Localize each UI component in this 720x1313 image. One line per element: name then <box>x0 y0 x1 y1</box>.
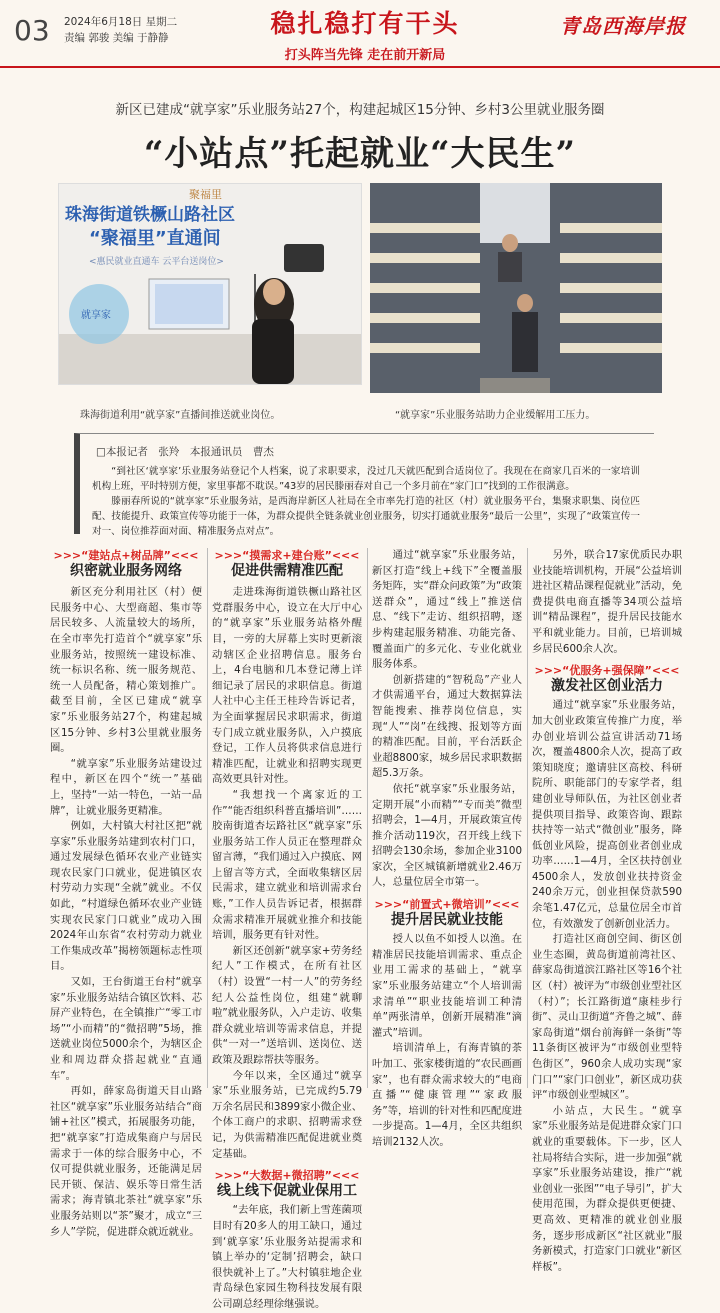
body-paragraph: 新区还创新“就享家+劳务经纪人”工作模式，在所有社区（村）设置“一村一人”的劳务经纪人公益性岗位，组建“就聊啦”就业服务队，入户走访、收集群众就业培训等需求信息，并提供“一对一”送培训、送岗位、送政策及跟踪帮扶等服务。 <box>212 944 362 1066</box>
body-paragraph: 通过“就享家”乐业服务站，新区打造“线上+线下”全覆盖服务矩阵，实“群众问政策”为“政策送群众”，通过“线上”推送信息、“线下”走访、组织招聘，逐步构建起服务精准、功能完备、覆盖面广的多元化、专业化就业服务体系。 <box>372 549 522 671</box>
body-paragraph: “去年底，我们新上雪莲菌项目时有20多人的用工缺口，通过到‘就享家’乐业服务站提需求和镇上举办的‘定制’招聘会，缺口很快就补上了。”大村镇驻地企业青岛绿色家园生物科技发展有限公司副总经理徐继强说。 <box>212 1204 362 1310</box>
issue-date: 2024年6月18日 星期二 <box>64 16 178 28</box>
article-kicker: 新区已建成“就享家”乐业服务站27个，构建起城区15分钟、乡村3公里就业服务圈 <box>115 102 605 118</box>
body-paragraph: “就享家”乐业服务站建设过程中，新区在四个“统一”基础上，坚持“一站一特色，一站一品牌”，让就业服务更精准。 <box>50 757 202 817</box>
newspaper-logo: 青岛西海岸报 <box>560 14 686 38</box>
section-title: 激发社区创业活力 <box>551 677 663 694</box>
body-paragraph: 创新搭建的“智税岛”产业人才供需通平台，通过大数据算法智能搜索、推荐岗位信息，实现“人”“岗”在线搜、报划等方面的精准匹配。目前，平台活跃企业超8800家，城乡居民求职数据超5.3万条。 <box>372 673 522 780</box>
article-title: “小站点”托起就业“大民生” <box>143 134 577 174</box>
section-title: 促进供需精准匹配 <box>231 562 343 579</box>
page-header <box>0 0 720 64</box>
body-paragraph: 再如，薛家岛街道天目山路社区“就享家”乐业服务站结合“商铺+社区”模式，拓展服务功能，把“就享家”打造成集商户与居民需求于一体的综合服务中心，不仅可提供就业服务，还能满足居民开锁、保洁、娱乐等日常生活需求；海青镇北茶社“就享家”乐业服务站则以“茶”聚才，成立“三乡人”学院，促进群众就近就业。 <box>50 1085 202 1238</box>
section-title: 线上线下促就业保用工 <box>217 1182 357 1199</box>
photo2-caption: “就享家”乐业服务站助力企业缓解用工压力。 <box>395 410 596 421</box>
section-main-head: 稳扎稳打有干头 <box>270 9 460 38</box>
sign-line2: “聚福里”直通间 <box>89 228 221 249</box>
column-4 <box>532 548 682 1273</box>
photo-livestream-room <box>58 183 362 385</box>
intro-paragraph: 滕丽春所说的“就享家”乐业服务站，是西海岸新区人社局在全市率先打造的社区（村）就业服务平台，集聚求职集、岗位匹配、技能提升、政策宣传等功能于一体，为群众提供全链条就业创业服务，切实打通就业服务“最后一公里”，实现了“政策宣传一对一、岗位推荐面对面、精准服务点对点”。 <box>92 496 640 537</box>
section-sub-head: 打头阵当先锋 走在前开新局 <box>284 48 446 63</box>
body-paragraph: 依托“就享家”乐业服务站，定期开展“小而精”“专而美”微型招聘会，1—4月，开展政策宣传推介活动119次，召开线上线下招聘会130余场，参加企业3100家次，全区城镇新增就业2.46万人，总量位居全市第一。 <box>372 782 522 889</box>
sign-small: 聚福里 <box>189 188 222 201</box>
header-rule <box>0 66 720 68</box>
body-paragraph: 走进珠海街道铁橛山路社区党群服务中心，设立在大厅中心的“就享家”乐业服务站格外醒目，一旁的大屏幕上实时更新滚动辖区企业招聘信息。服务台上，4台电脑和几本登记薄上详细记录了居民的求职信息。街道人社中心主任王桂玲告诉记者，为全面掌握居民求职需求，街道专门成立就业服务队，入户摸底登记，工作人员将供求信息进行精准匹配，让就业和招聘实现更高效更具针对性。 <box>212 586 362 786</box>
body-paragraph: 另外，联合17家优质民办职业技能培训机构，开展“公益培训进社区精品课程促就业”活动，免费提供电商直播等34项公益培训“精品课程”，提升居民技能水平和就业能力。目前，已培训城乡居民600余人次。 <box>532 549 682 655</box>
body-paragraph: 新区充分利用社区（村）便民服务中心、大型商超、集市等居民较多、人流量较大的场所，在全市率先打造首个“就享家”乐业服务站，按照统一建设标准、统一标识名称、统一服务规范、统一人员配备，精心策划推广。截至目前，全区已建成“就享家”乐业服务站27个，构建起城区15分钟、乡村3公里就业服务圈。 <box>50 586 202 755</box>
body-paragraph: 例如，大村镇大村社区把“就享家”乐业服务站建到农村门口，通过发展绿色循环农业产业链实现农民家门口就业，促进镇区农村劳动力实现“全就”就业。不仅如此，“村道绿色循环农业产业链实现农民家门口就业”成功入围2024年山东省“农村劳动力就业工作集成改革”揭榜领题标志性项目。 <box>50 820 202 973</box>
body-paragraph: 打造社区商创空间、街区创业生态圈，黄岛街道前湾社区、薛家岛街道滨江路社区等16个社区（村）被评为“市级创业型社区（村）”；长江路街道“康桂步行街”、灵山卫街道“齐鲁之城”、薛家岛街道“烟台前海鲜一条街”等11条街区被评为“市级创业型特色街区”，960余人成功实现“家门口”“家门口创业”，新区成功获评“市级创业型城区”。 <box>532 933 682 1102</box>
section-tag: >>>“摸需求+建台账”<<< <box>214 549 360 562</box>
photo1-caption: 珠海街道利用“就享家”直播间推送就业岗位。 <box>80 410 281 421</box>
sign-line1: 珠海街道铁橛山路社区 <box>65 205 235 225</box>
section-tag: >>>“优服务+强保障”<<< <box>534 664 680 678</box>
body-paragraph: 授人以鱼不如授人以渔。在精准居民技能培训需求、重点企业用工需求的基础上，“就享家”乐业服务站建立“个人培训需求清单”“职业技能培训工种清单”两张清单，创新开展精准“滴灌式”培训。 <box>372 933 522 1039</box>
photo-factory-illustration <box>370 183 662 393</box>
logo-text: 就享家 <box>81 310 111 321</box>
photo-mushroom-factory <box>370 183 662 393</box>
intro-text <box>92 464 640 539</box>
byline: □本报记者 张羚 本报通讯员 曹杰 <box>96 446 274 458</box>
column-2 <box>212 548 362 1310</box>
intro-paragraph: “到社区‘就享家’乐业服务站登记个人档案，说了求职要求，没过几天就匹配到合适岗位了。我现在在商家几百米的一家培训机构上班，平时特别方便，家里事都不耽误。”43岁的居民滕丽春对自己一个多月前在“家门口”找到的工作很满意。 <box>92 466 640 492</box>
body-paragraph: 培训清单上，有海青镇的茶叶加工、张家楼街道的“农民画画家”，也有群众需求较大的“电商直播”“健康管理”“家政服务”等，培训的针对性和匹配度进一步提高。1—4月，全区共组织培训2132人次。 <box>372 1042 522 1148</box>
column-3 <box>372 548 522 1148</box>
section-tag: >>>“前置式+微培训”<<< <box>374 898 520 912</box>
body-paragraph: 小站点，大民生。“就享家”乐业服务站是促进群众家门口就业的重要载体。下一步，区人社局将结合实际，进一步加强“就享家”乐业服务站建设，推广“就业创业一张图”“电子导引”，扩大使用范围，为群众提供更便捷、更高效、更精准的就业创业服务，逐步形成新区“社区就业”服务新模式，打造家门口就业“新区样板”。 <box>532 1104 682 1273</box>
column-1 <box>50 548 202 1238</box>
body-paragraph: “我想找一个离家近的工作”“能否组织科普直播培训”……胶南街道杏坛路社区“就享家”乐业服务站工作人员正在整理群众留言薄，“我们通过入户摸底、网上留言等方式，全面收集辖区居民需求，建立就业和培训需求台账，”工作人员告诉记者，根据群众需求精准开展就业推介和技能培训，服务更有针对性。 <box>212 788 362 942</box>
photo-livestream-illustration <box>59 184 361 384</box>
column-divider <box>207 548 208 1088</box>
section-title: 提升居民就业技能 <box>391 911 503 928</box>
sign-line3: <惠民就业直通车 云平台送岗位> <box>89 257 224 267</box>
editors-line: 责编 郭骏 美编 于静静 <box>64 32 169 44</box>
body-paragraph: 通过“就享家”乐业服务站，加大创业政策宣传推广力度，举办创业培训公益宣讲活动71场次，覆盖4800余人次，提高了政策知晓度；邀请驻区高校、科研院所、职能部门的专家学者，组建创业导师队伍，为社区创业者提供项目指导、政策咨询、跟踪扶持等一站式“微创业”服务，降低创业风险，提高创业者创业成功率……1—4月，全区扶持创业4500余人，发放创业扶持资金240余万元，创业担保贷款590余笔1.47亿元，总量位居全市首位，有效激发了创新创业活力。 <box>532 699 682 930</box>
body-paragraph: 今年以来，全区通过“就享家”乐业服务站，已完成约5.79万余名居民和3899家小微企业、个体工商户的求职、招聘需求登记，为供需精准匹配促进就业奠定基础。 <box>212 1069 362 1160</box>
column-divider <box>527 548 528 1088</box>
column-divider <box>367 548 368 1088</box>
page-number: 03 <box>14 14 50 47</box>
section-tag: >>>“大数据+微招聘”<<< <box>214 1169 360 1183</box>
section-tag: >>>“建站点+树品牌”<<< <box>53 549 199 562</box>
section-title: 织密就业服务网络 <box>70 562 182 579</box>
body-paragraph: 又如，王台街道王台村“就享家”乐业服务站结合镇区饮料、芯屏产业特色，在全镇推广“零工市场”“小而精”的“微招聘”5场，推送就业岗位5000余个，为辖区企业和周边群众搭起就业“直通车”。 <box>50 976 202 1082</box>
